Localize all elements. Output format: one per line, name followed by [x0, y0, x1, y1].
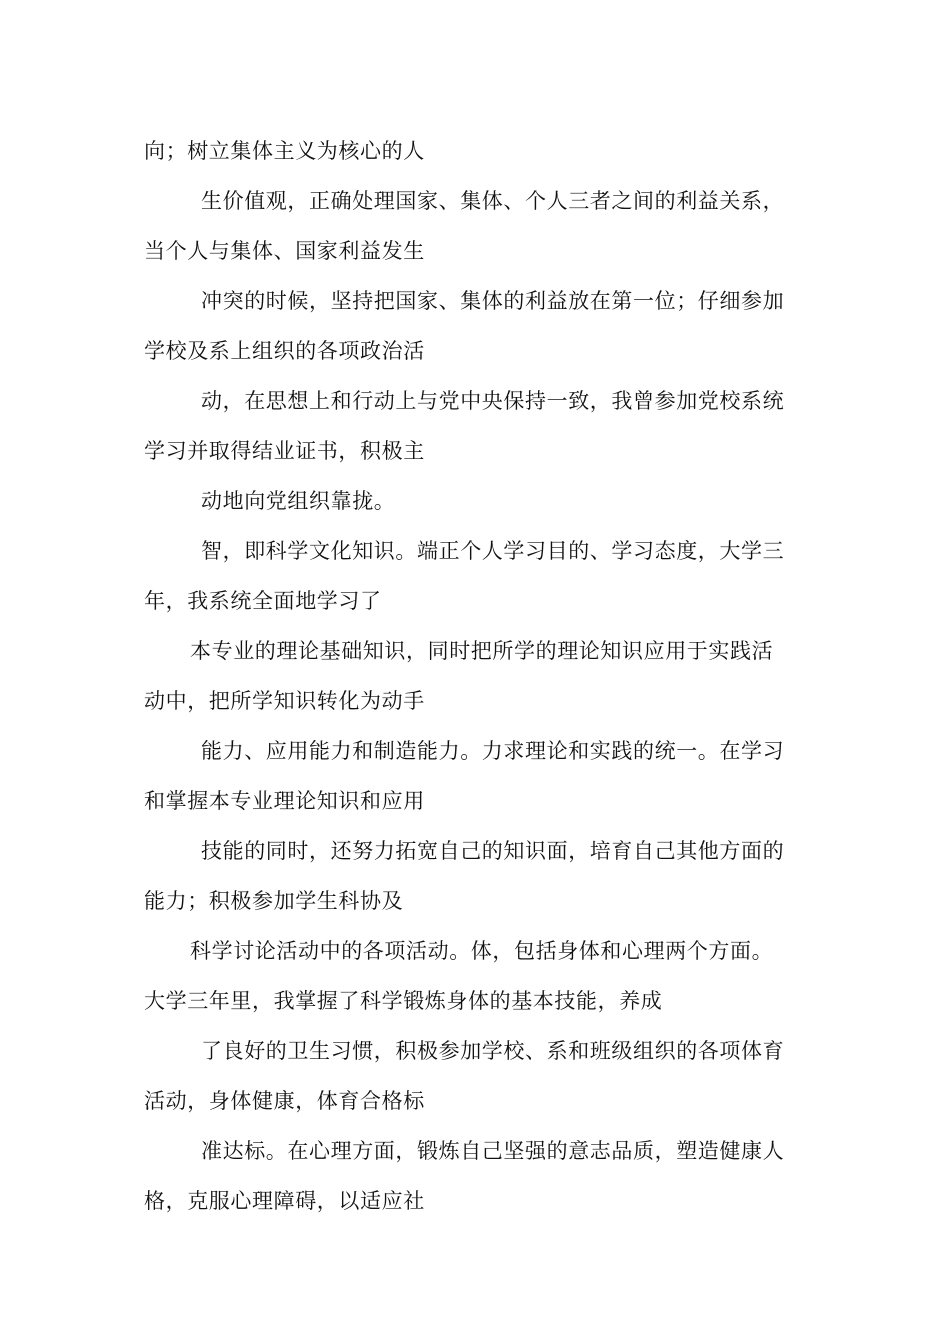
text-line: 学校及系上组织的各项政治活	[144, 339, 425, 363]
text-line: 动，在思想上和行动上与党中央保持一致，我曾参加党校系统	[201, 389, 785, 413]
text-line: 智，即科学文化知识。端正个人学习目的、学习态度，大学三	[201, 539, 785, 563]
text-line: 向；树立集体主义为核心的人	[144, 139, 425, 163]
text-line: 准达标。在心理方面，锻炼自己坚强的意志品质，塑造健康人	[201, 1139, 785, 1163]
text-line: 生价值观，正确处理国家、集体、个人三者之间的利益关系，	[201, 189, 785, 213]
text-line: 动中，把所学知识转化为动手	[144, 689, 425, 713]
text-line: 能力、应用能力和制造能力。力求理论和实践的统一。在学习	[201, 739, 785, 763]
text-line: 能力；积极参加学生科协及	[144, 889, 404, 913]
text-line: 动地向党组织靠拢。	[201, 489, 396, 513]
text-line: 当个人与集体、国家利益发生	[144, 239, 425, 263]
text-line: 冲突的时候，坚持把国家、集体的利益放在第一位；仔细参加	[201, 289, 785, 313]
text-line: 年，我系统全面地学习了	[144, 589, 382, 613]
text-line: 了良好的卫生习惯，积极参加学校、系和班级组织的各项体育	[201, 1039, 785, 1063]
text-line: 格，克服心理障碍，以适应社	[144, 1189, 425, 1213]
text-line: 和掌握本专业理论知识和应用	[144, 789, 425, 813]
text-line: 科学讨论活动中的各项活动。体，包括身体和心理两个方面。	[190, 939, 774, 963]
text-line: 学习并取得结业证书，积极主	[144, 439, 425, 463]
text-line: 技能的同时，还努力拓宽自己的知识面，培育自己其他方面的	[201, 839, 785, 863]
text-line: 本专业的理论基础知识，同时把所学的理论知识应用于实践活	[190, 639, 774, 663]
text-line: 大学三年里，我掌握了科学锻炼身体的基本技能，养成	[144, 989, 663, 1013]
text-line: 活动，身体健康，体育合格标	[144, 1089, 425, 1113]
